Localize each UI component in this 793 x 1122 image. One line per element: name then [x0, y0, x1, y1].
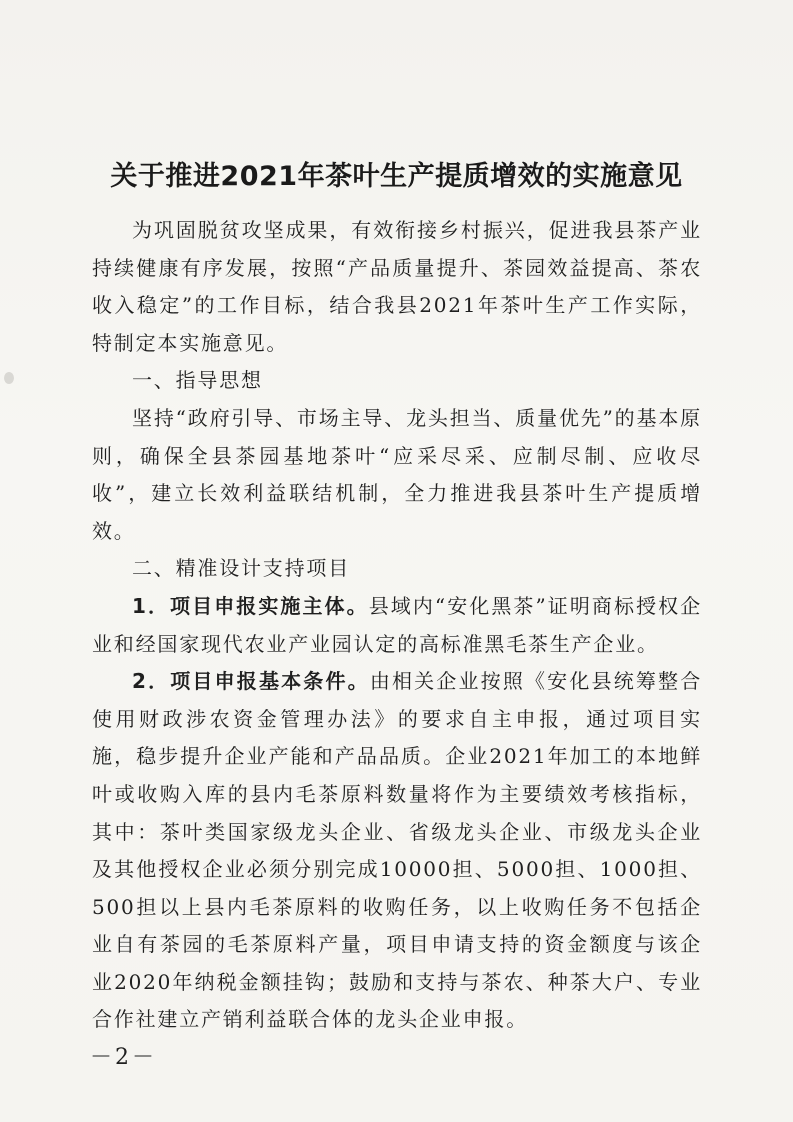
document-title: 关于推进2021年茶叶生产提质增效的实施意见: [110, 161, 683, 193]
page-number: －2－: [90, 1045, 157, 1070]
paragraph-guiding-thought: 坚持“政府引导、市场主导、龙头担当、质量优先”的基本原则，确保全县茶园基地茶叶“应采尽采、应制尽制、应收尽收”，建立长效利益联结机制，全力推进我县茶叶生产提质增效。: [92, 405, 702, 543]
heading-support-projects: 二、精准设计支持项目: [132, 556, 350, 581]
paragraph-applicant-subject: 1．项目申报实施主体。县域内“安化黑茶”证明商标授权企业和经国家现代农业产业园认定的高标准黑毛茶生产企业。: [92, 593, 703, 656]
scan-speck: [4, 372, 14, 384]
paragraph-lead: 2．项目申报基本条件。: [132, 669, 370, 694]
paragraph-basic-conditions: 2．项目申报基本条件。由相关企业按照《安化县统筹整合使用财政涉农资金管理办法》的要求自主申报，通过项目实施，稳步提升企业产能和产品品质。企业2021年加工的本地鲜叶或收购入库的县内毛茶原料数量将作为主要绩效考核指标，其中：茶叶类国家级龙头企业、省级龙头企业、市级龙头企业及其他授权企业必须分别完成10000担、5000担、1000担、500担以上县内毛茶原料的收购任务，以上收购任务不包括企业自有茶园的毛茶原料产量，项目申请支持的资金额度与该企业2020年纳税金额挂钩；鼓励和支持与茶农、种茶大户、专业合作社建立产销利益联合体的龙头企业申报。: [92, 669, 703, 1032]
heading-guiding-thought: 一、指导思想: [132, 368, 263, 393]
paragraph-intro: 为巩固脱贫攻坚成果，有效衔接乡村振兴，促进我县茶产业持续健康有序发展，按照“产品质量提升、茶园效益提高、茶农收入稳定”的工作目标，结合我县2021年茶叶生产工作实际，特制定本实施意见。: [92, 218, 702, 355]
document-body: [92, 212, 702, 1039]
paragraph-lead: 1．项目申报实施主体。: [132, 593, 369, 618]
